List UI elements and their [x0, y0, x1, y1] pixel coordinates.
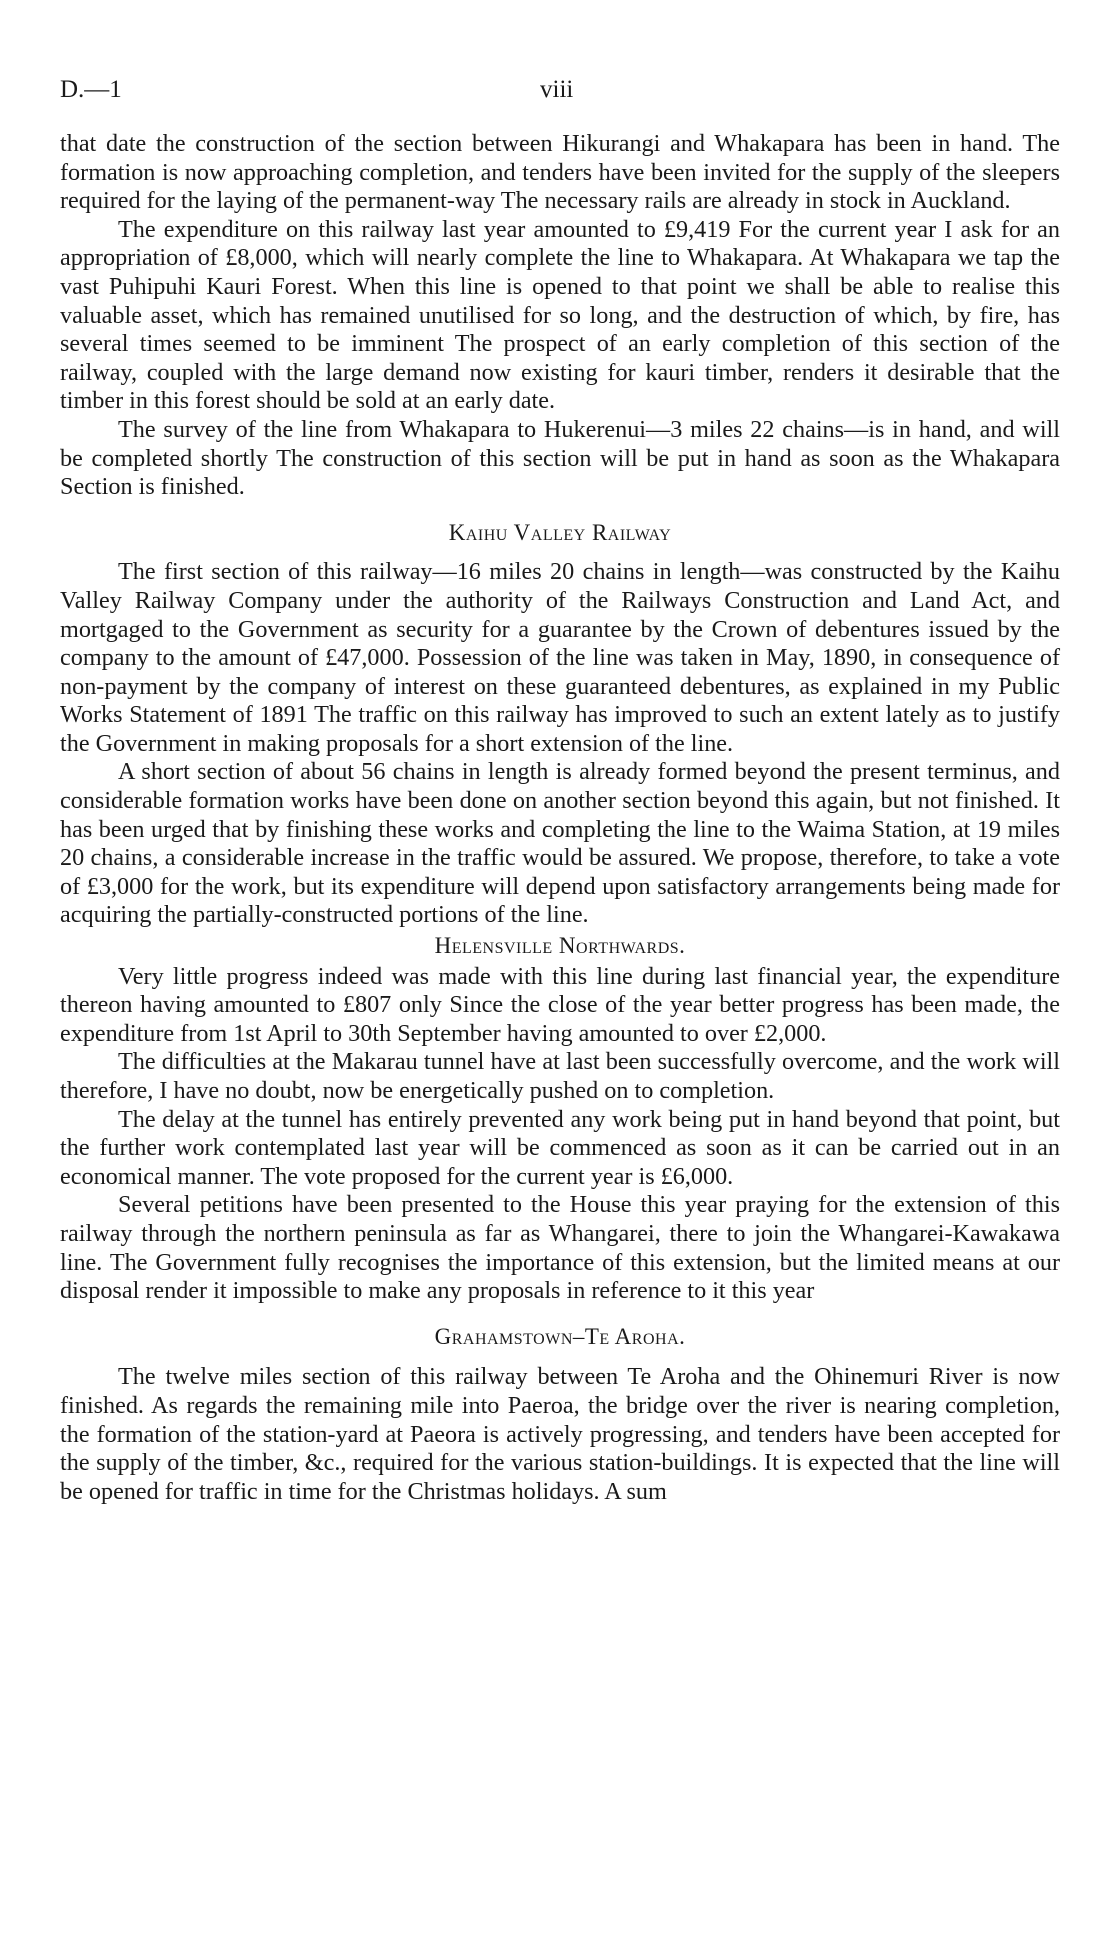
kaihu-paragraph-2: A short section of about 56 chains in length is already formed beyond the present terminus, and considerable formation works have been done on another section beyond this again, but not finished. It has been urged that by finishing these works and completing the line to the Waima Station, at 19 miles 20 chains, a considerable increase in the traffic would be assured. We propose, therefore, to take a vote of £3,000 for the work, but its expenditure will depend upon satisfactory arrangements being made for acquiring the partially-constructed portions of the line. — [60, 758, 1060, 929]
helensville-paragraph-4: Several petitions have been presented to the House this year praying for the extension of this railway through the northern peninsula as far as Whangarei, there to join the Whangarei-Kawakawa line. The Government fully recognises the importance of this extension, but the limited means at our disposal render it impossible to make any proposals in reference to it this year — [60, 1191, 1060, 1305]
intro-paragraph-3: The survey of the line from Whakapara to Hukerenui—3 miles 22 chains—is in hand, and will be completed shortly The construction of this section will be put in hand as soon as the Whakapara Section is finished. — [60, 415, 1060, 501]
helensville-heading: Helensville Northwards. — [434, 933, 686, 959]
intro-paragraph-2: The expenditure on this railway last year amounted to £9,419 For the current year I ask for an appropriation of £8,000, which will nearly complete the line to Whakapara. At Whakapara we tap the vast Puhipuhi Kauri Forest. When this line is opened to that point we shall be able to realise this valuable asset, which has remained unutilised for so long, and the destruction of which, by fire, has several times seemed to be imminent The prospect of an early completion of this section of the railway, coupled with the large demand now existing for kauri timber, renders it desirable that the timber in this forest should be sold at an early date. — [60, 215, 1060, 415]
kaihu-heading: Kaihu Valley Railway — [448, 519, 672, 545]
page-number: viii — [540, 76, 574, 103]
intro-paragraph-1: that date the construction of the section between Hikurangi and Whakapara has been in hand. The formation is now approaching completion, and tenders have been invited for the supply of the sleepers required for the laying of the permanent-way The necessary rails are already in stock in Auckland. — [60, 130, 1060, 215]
kaihu-paragraph-1: The first section of this railway—16 miles 20 chains in length—was constructed by the Kaihu Valley Railway Company under the authority of the Railways Construction and Land Act, and mortgaged to the Government as security for a guarantee by the Crown of debentures issued by the company to the amount of £47,000. Possession of the line was taken in May, 1890, in consequence of non-payment by the company of interest on these guaranteed debentures, as explained in my Public Works Statement of 1891 The traffic on this railway has improved to such an extent lately as to justify the Government in making proposals for a short extension of the line. — [60, 558, 1060, 757]
body-text — [60, 130, 1060, 1506]
helensville-paragraph-3: The delay at the tunnel has entirely prevented any work being put in hand beyond that point, but the further work contemplated last year will be commenced as soon as it can be carried out in an economical manner. The vote proposed for the current year is £6,000. — [60, 1105, 1060, 1190]
document-reference: D.—1 — [60, 76, 122, 103]
helensville-paragraph-1: Very little progress indeed was made with this line during last financial year, the expenditure thereon having amounted to £807 only Since the close of the year better progress has been made, the expenditure from 1st April to 30th September having amounted to over £2,000. — [60, 962, 1060, 1047]
grahamstown-heading: Grahamstown–Te Aroha. — [434, 1323, 686, 1349]
grahamstown-paragraph-1: The twelve miles section of this railway between Te Aroha and the Ohinemuri River is now finished. As regards the remaining mile into Paeroa, the bridge over the river is nearing completion, the formation of the station-yard at Paeora is actively progressing, and tenders have been accepted for the supply of the timber, &c., required for the various station-buildings. It is expected that the line will be opened for traffic in time for the Christmas holidays. A sum — [60, 1363, 1060, 1505]
helensville-paragraph-2: The difficulties at the Makarau tunnel have at last been successfully overcome, and the work will therefore, I have no doubt, now be energetically pushed on to completion. — [60, 1048, 1060, 1104]
